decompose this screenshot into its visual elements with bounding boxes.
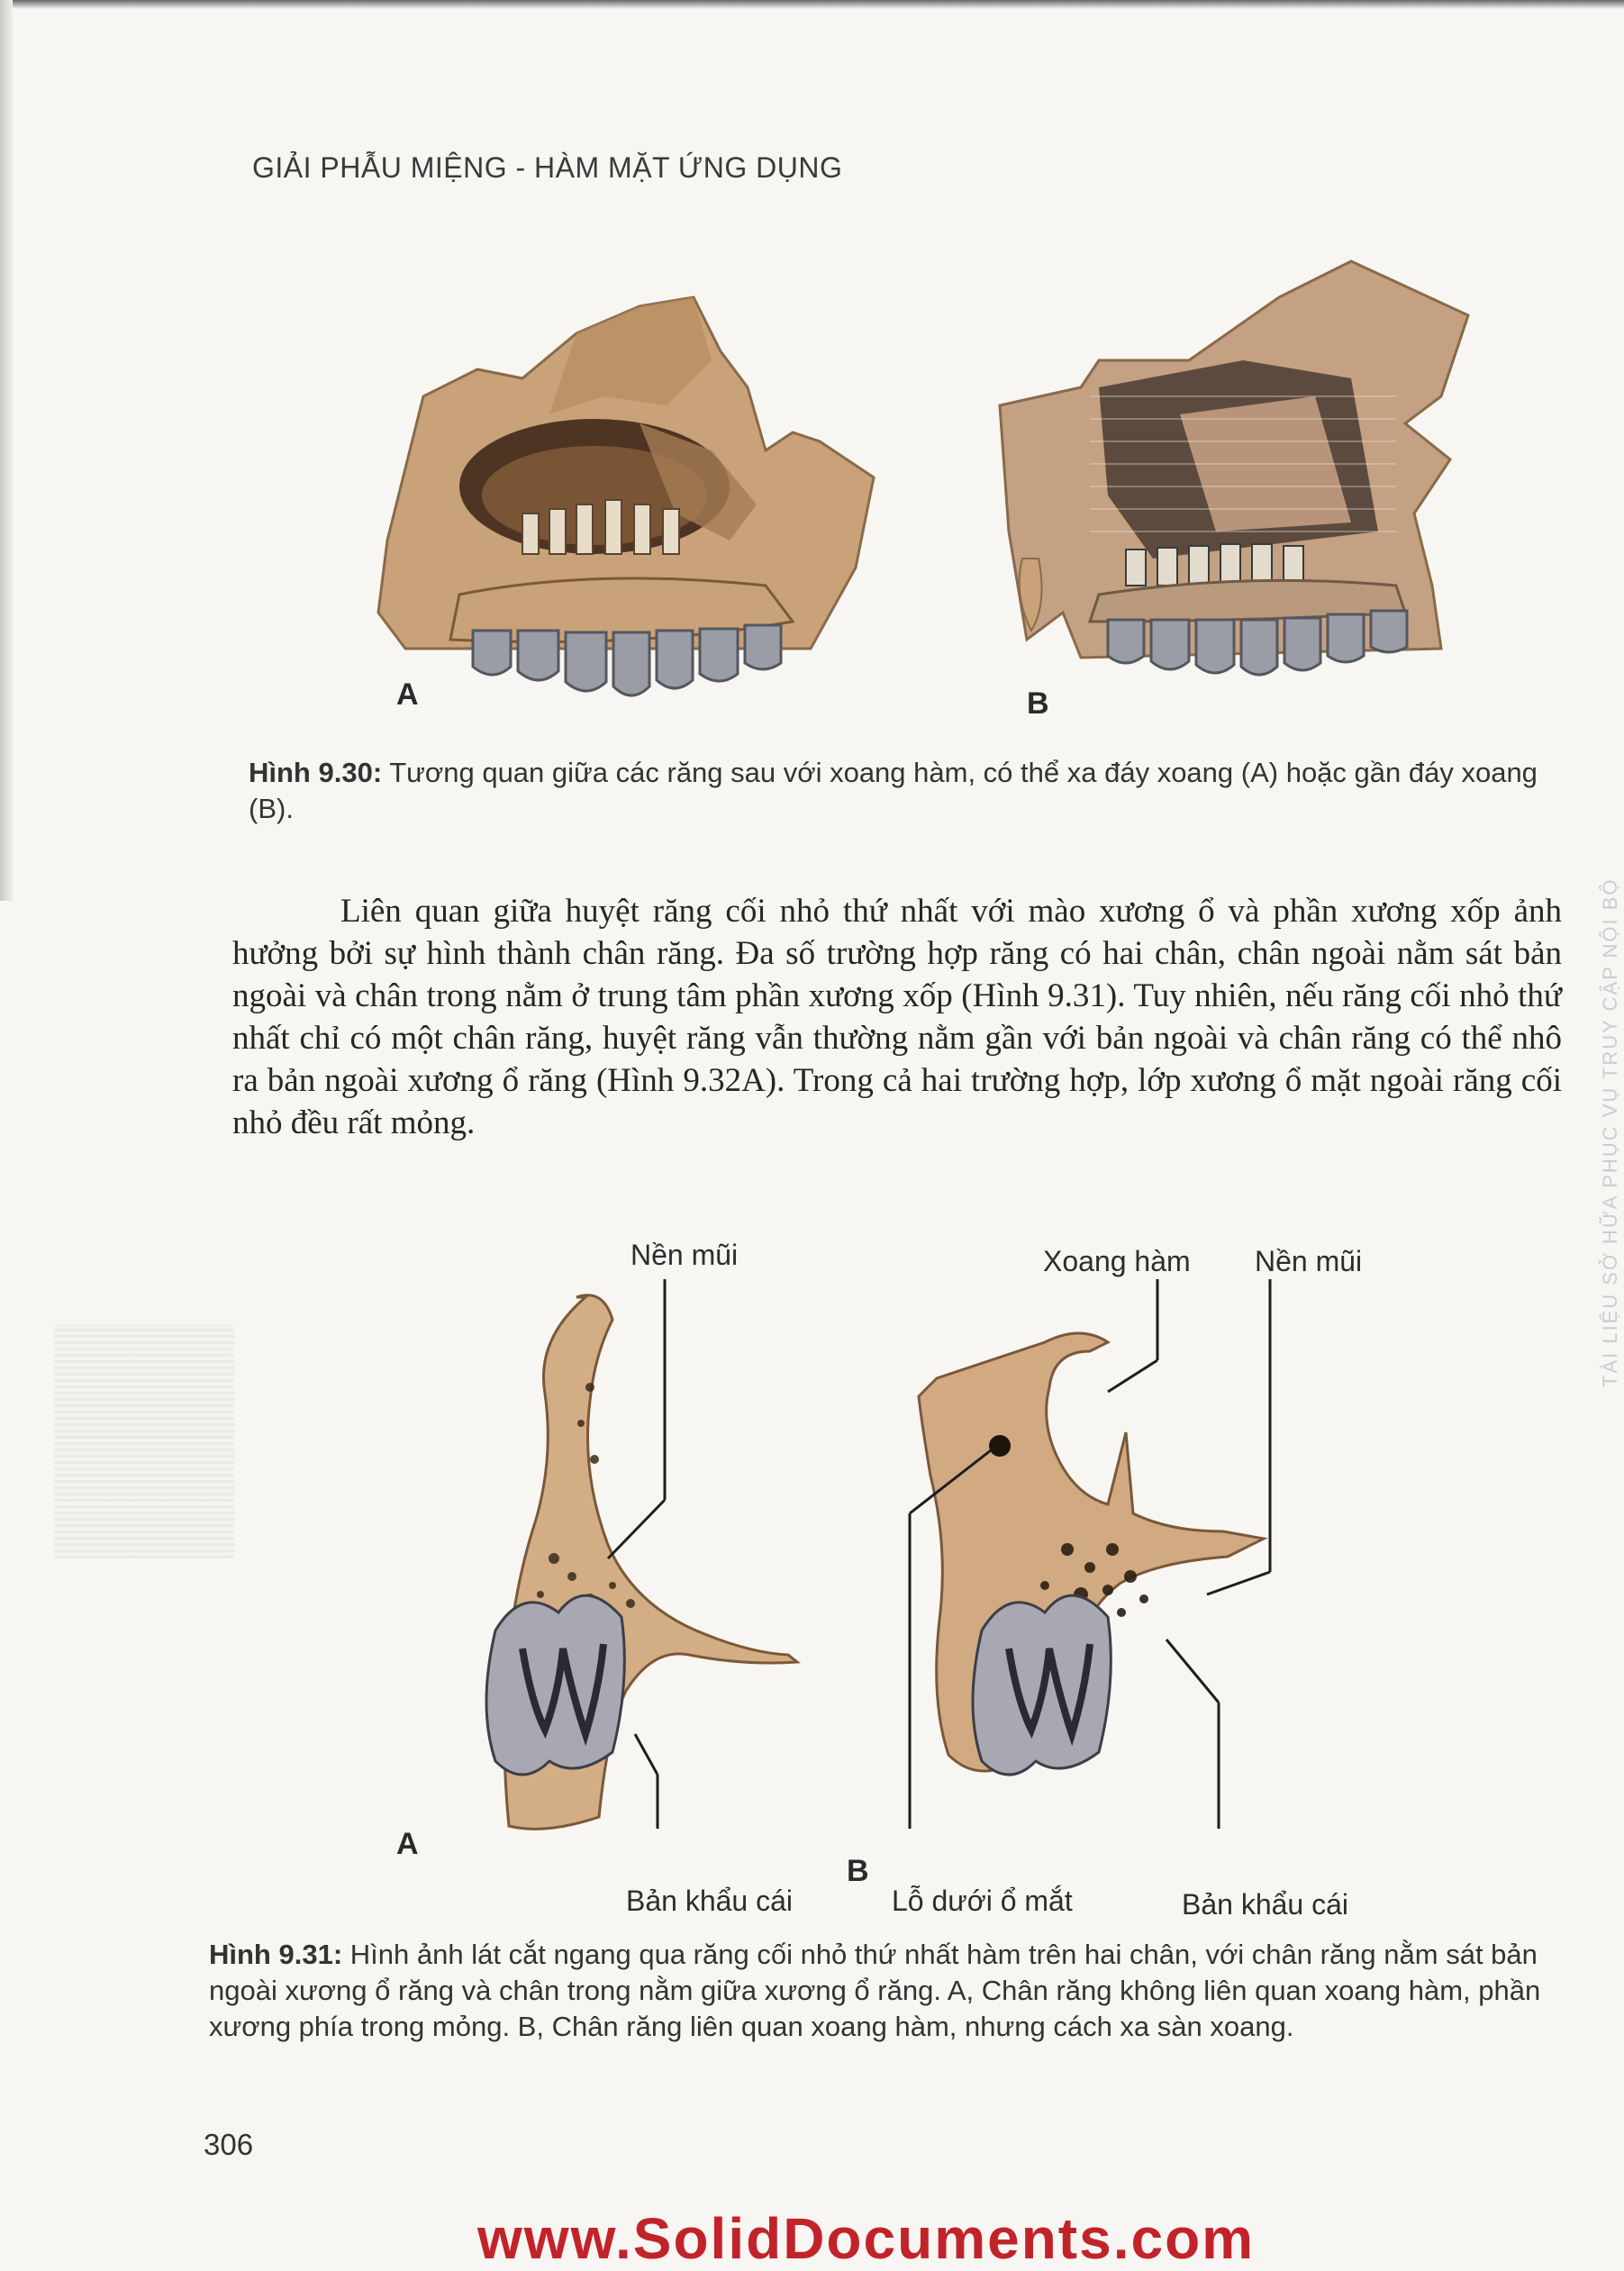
label-nen-mui-b: Nền mũi xyxy=(1255,1245,1363,1277)
body-paragraph-text: Liên quan giữa huyệt răng cối nhỏ thứ nhất với mào xương ổ và phần xương xốp ảnh hưởng bởi sự hình thành chân răng. Đa số trường hợp răng có hai chân, chân ngoài nằm sát bản ngoài và chân trong nằm ở trung tâm phần xương xốp (Hình 9.31). Tuy nhiên, nếu răng cối nhỏ thứ nhất chỉ có một chân răng, huyệt răng vẫn thường nằm gần với bản ngoài và chân răng có thể nhô ra bản ngoài xương ổ răng (Hình 9.32A). Trong cả hai trường hợp, lớp xương ổ mặt ngoài răng cối nhỏ đều rất mỏng. xyxy=(232,893,1562,1141)
side-watermark: TÀI LIỆU SỞ HỮA PHỤC VỤ TRUY CẬP NỘI BỘ xyxy=(1599,877,1621,1387)
figure-931-panel-a-label: A xyxy=(396,1827,419,1861)
figure-930b-maxilla-illustration xyxy=(973,261,1477,730)
footer-url-watermark xyxy=(477,2189,1256,2271)
page-number: 306 xyxy=(204,2128,254,2161)
scan-top-edge xyxy=(0,0,1624,9)
label-xoang-ham: Xoang hàm xyxy=(1043,1245,1191,1277)
figure-930-caption xyxy=(249,755,1565,827)
label-ban-khau-cai-a: Bản khẩu cái xyxy=(626,1885,794,1917)
figure-931-panel-b-label: B xyxy=(847,1854,869,1888)
label-nen-mui-a: Nền mũi xyxy=(631,1239,739,1271)
figure-931-caption-label: Hình 9.31: xyxy=(209,1939,343,1970)
figure-930-caption-label: Hình 9.30: xyxy=(249,757,383,788)
figure-931-caption xyxy=(209,1937,1542,2045)
figure-930-panel-b-label: B xyxy=(1027,686,1049,721)
figure-930-caption-text: Tương quan giữa các răng sau với xoang hàm, có thể xa đáy xoang (A) hoặc gần đáy xoang (B). xyxy=(249,757,1538,824)
scan-artifact xyxy=(54,1324,234,1558)
figure-930a-maxilla-illustration xyxy=(369,270,883,730)
body-paragraph xyxy=(232,890,1562,1144)
label-lo-duoi-o-mat: Lỗ dưới ổ mắt xyxy=(892,1885,1073,1917)
running-header: GIẢI PHẪU MIỆNG - HÀM MẶT ỨNG DỤNG xyxy=(252,151,843,184)
figure-930-panel-a-label: A xyxy=(396,677,419,712)
figure-931-cross-section-illustration xyxy=(396,1279,1405,1928)
footer-url-text: www.SolidDocuments.com xyxy=(477,2206,1256,2271)
scan-left-edge xyxy=(0,0,13,901)
figure-931-caption-text: Hình ảnh lát cắt ngang qua răng cối nhỏ thứ nhất hàm trên hai chân, với chân răng nằm sát bản ngoài xương ổ răng và chân trong nằm giữa xương ổ răng. A, Chân răng không liên quan xoang hàm, phần xương phía trong mỏng. B, Chân răng liên quan xoang hàm, nhưng cách xa sàn xoang. xyxy=(209,1939,1541,2042)
label-ban-khau-cai-b: Bản khẩu cái xyxy=(1182,1888,1349,1921)
